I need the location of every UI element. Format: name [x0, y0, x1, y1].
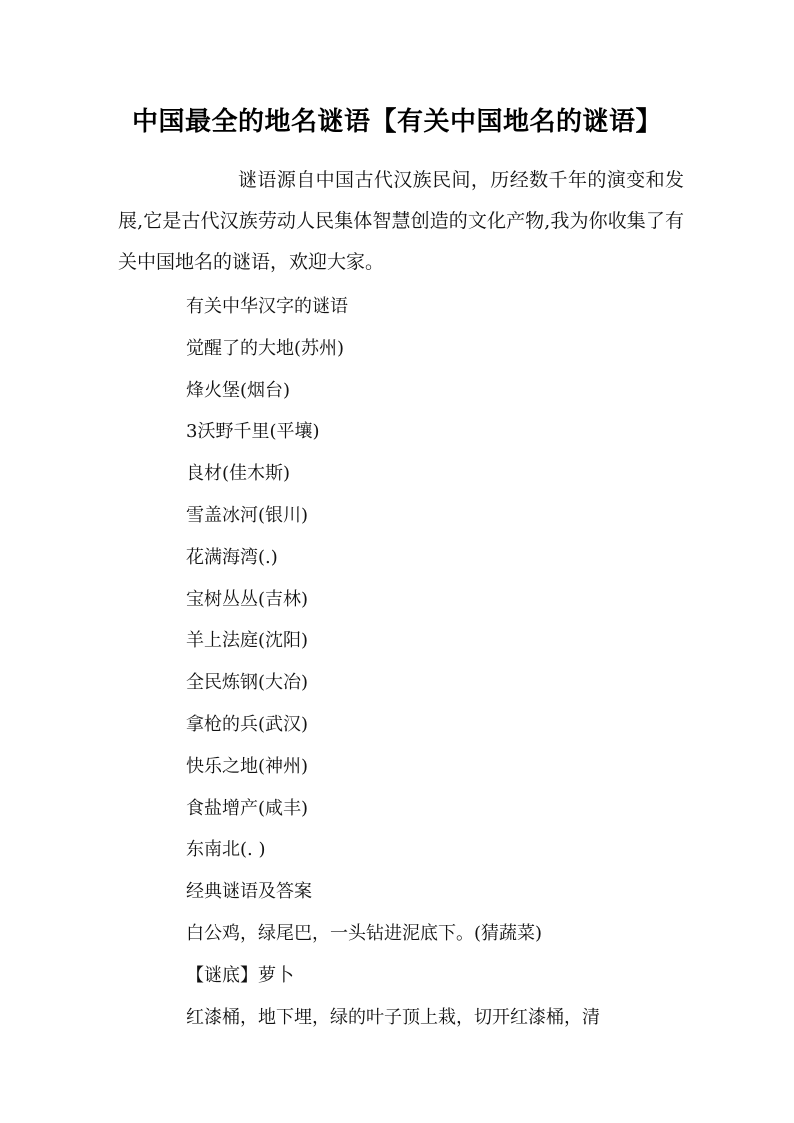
riddle-line: 觉醒了的大地(苏州): [186, 337, 345, 359]
riddle-line: 拿枪的兵(武汉): [186, 713, 309, 735]
document-title: 中国最全的地名谜语【有关中国地名的谜语】: [131, 107, 662, 137]
riddle-line: 宝树丛丛(吉林): [186, 588, 309, 610]
riddle-line: 有关中华汉字的谜语: [186, 296, 348, 317]
riddle-line: 东南北(. ): [186, 839, 266, 861]
intro-text: 谜语源自中国古代汉族民间，历经数千年的演变和发展,它是古代汉族劳动人民集体智慧创造的文化产物,我为你收集了有关中国地名的谜语，欢迎大家。: [118, 169, 684, 273]
riddle-line: 烽火堡(烟台): [186, 379, 291, 401]
riddle-line: 全民炼钢(大冶): [186, 672, 309, 694]
intro-paragraph: [118, 160, 684, 283]
riddle-line: 羊上法庭(沈阳): [186, 630, 309, 652]
riddle-line: 3沃野千里(平壤): [186, 421, 320, 443]
riddle-line: 食盐增产(咸丰): [186, 797, 309, 819]
riddle-line: 白公鸡，绿尾巴，一头钻进泥底下。(猜蔬菜): [186, 922, 543, 944]
riddle-line: 花满海湾(.): [186, 546, 278, 568]
riddle-line: 雪盖冰河(银川): [186, 504, 309, 526]
riddle-list: [186, 286, 686, 1038]
riddle-answer: 【谜底】萝卜: [186, 964, 294, 986]
riddle-line: 良材(佳木斯): [186, 463, 291, 485]
riddle-line: 红漆桶，地下埋，绿的叶子顶上栽，切开红漆桶，清: [186, 1006, 600, 1028]
section-heading: 经典谜语及答案: [186, 881, 312, 903]
riddle-line: 快乐之地(神州): [186, 755, 309, 777]
